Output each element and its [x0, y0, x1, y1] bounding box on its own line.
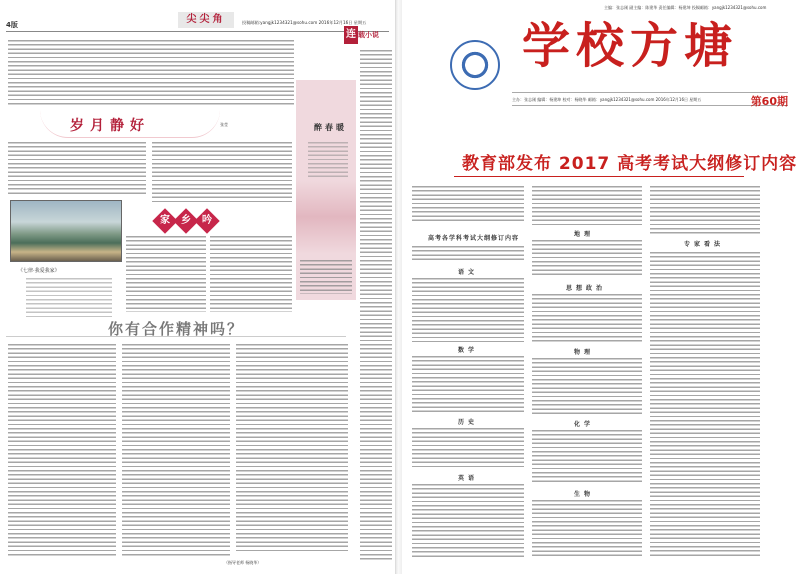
biology-text [532, 500, 642, 558]
section-title: 尖尖角 [178, 12, 234, 28]
section-history: 历史 [458, 419, 479, 426]
chemistry-text [532, 430, 642, 484]
serial-novel-tag [344, 26, 394, 46]
essay3-col3 [236, 344, 348, 554]
subhead: 高考各学科考试大纲修订内容 [428, 235, 520, 242]
lead-col3-intro [650, 186, 760, 234]
lead-col1-intro [412, 186, 524, 222]
serial-column-text [360, 50, 392, 560]
masthead: 学校方塘 [522, 18, 739, 74]
left-page [0, 0, 396, 574]
side-column-title: 醉春暖 [314, 123, 347, 132]
headline-rule [454, 176, 744, 177]
lead-col1-a [412, 246, 524, 262]
poem-lines [26, 278, 112, 318]
section-geography: 地理 [574, 231, 595, 238]
section-chemistry: 化学 [574, 421, 595, 428]
edition-number: 4版 [6, 21, 18, 29]
intro-text-block [8, 40, 294, 106]
math-text [412, 356, 524, 412]
serial-label: 载小说 [358, 31, 379, 39]
essay3-footer: （指导老师 杨晓华） [224, 560, 262, 565]
poem-box [18, 268, 118, 326]
chinese-text [412, 278, 524, 342]
side-column-verse [308, 142, 348, 178]
essay2-col1 [126, 236, 206, 312]
essay3-col2 [122, 344, 230, 558]
expert-text [650, 252, 760, 556]
top-meta: 主编：张志刚 副主编：陈建华 责任编辑：杨建坤 投稿邮箱：yangjk1234321@sohu.com [604, 5, 767, 10]
english-text [412, 484, 524, 558]
section-physics: 物理 [574, 349, 595, 356]
section-biology: 生物 [574, 491, 595, 498]
section-politics: 思想政治 [566, 285, 607, 292]
lead-col2-intro [532, 186, 642, 226]
lead-headline: 教育部发布 2017 高考考试大纲修订内容 [462, 154, 798, 174]
essay2-title-char: 乡 [173, 208, 198, 233]
essay2-title-char: 家 [152, 208, 177, 233]
physics-text [532, 358, 642, 414]
essay1-title: 岁月静好 [70, 118, 150, 134]
essay1-author: 张莹 [220, 122, 228, 127]
essay3-rule [6, 336, 346, 337]
serial-stamp: 连 [344, 26, 358, 44]
landscape-photo [10, 200, 122, 262]
issue-number: 第60期 [750, 95, 788, 108]
essay2-title-char: 吟 [194, 208, 219, 233]
masthead-strip [512, 92, 788, 106]
left-page-header [6, 14, 389, 32]
essay1-col1 [8, 142, 146, 196]
essay3-col1 [8, 344, 116, 558]
side-column [296, 80, 356, 300]
masthead-meta: 主办：张志刚 编辑：杨建坤 校对：杨晓华 邮箱：yangjk1234321@sohu.com 2016年12月16日 星期五 [512, 97, 702, 102]
section-expert: 专家看法 [684, 241, 725, 248]
side-column-text [300, 260, 352, 294]
geography-text [532, 240, 642, 278]
essay2-title [156, 212, 216, 230]
school-logo [450, 40, 500, 90]
history-text [412, 428, 524, 468]
section-english: 英语 [458, 475, 479, 482]
section-math: 数学 [458, 347, 479, 354]
essay3-title: 你有合作精神吗？ [108, 320, 245, 338]
section-chinese: 语文 [458, 269, 479, 276]
right-page [402, 0, 800, 574]
essay1-col2 [152, 142, 292, 204]
left-header-meta: 投稿邮箱:yangjk1234321@sohu.com 2016年12月16日 星期五 [242, 20, 367, 25]
side-column-decoration [296, 180, 356, 254]
poem-caption: 《七律·我爱我家》 [18, 268, 60, 274]
edition-label [6, 20, 18, 31]
essay2-col2 [210, 236, 292, 312]
politics-text [532, 294, 642, 342]
